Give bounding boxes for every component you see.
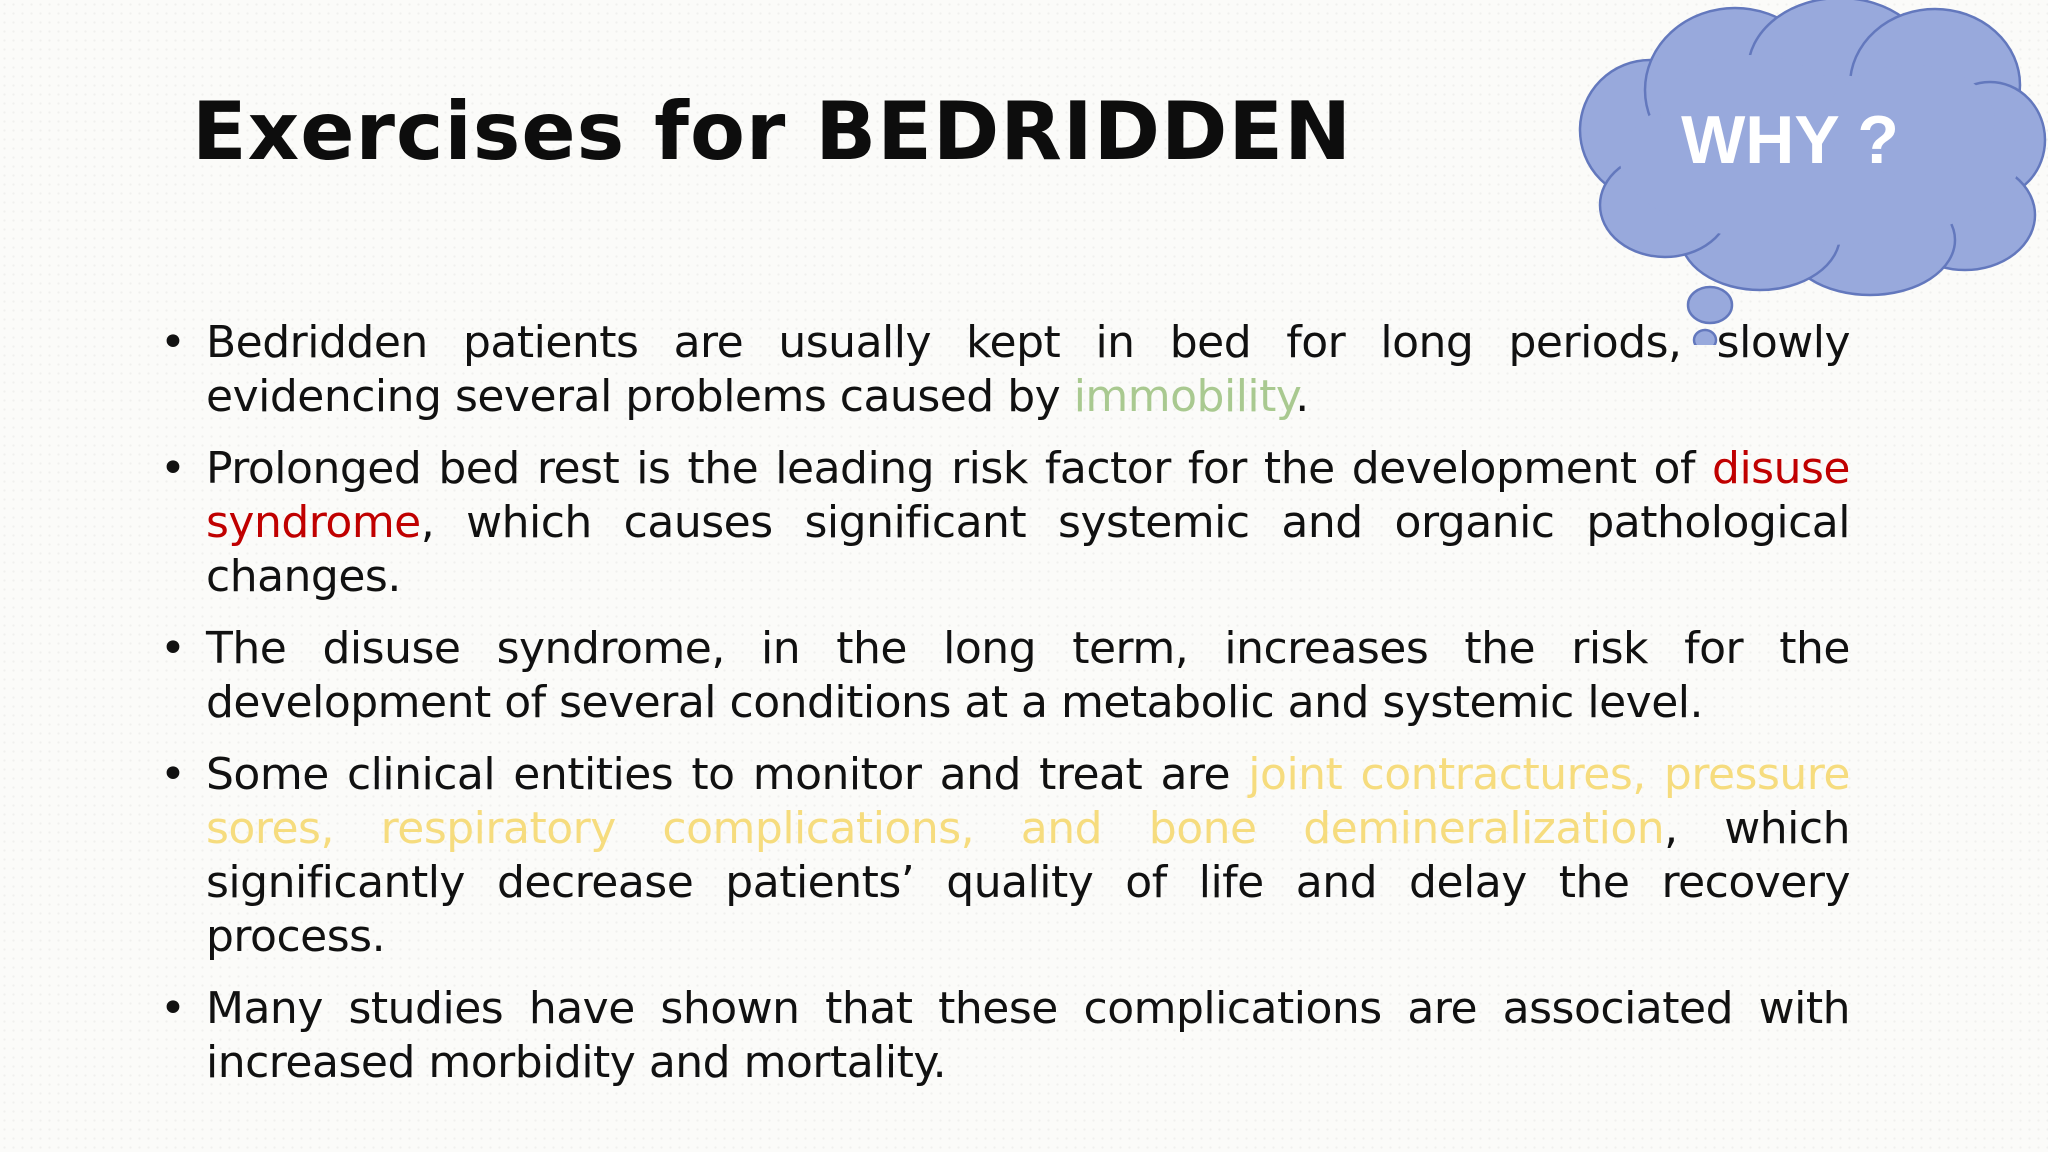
bullet-1-text: Bedridden patients are usually kept in bed for long periods, slowly evidencing several problems caused by <box>206 317 1850 422</box>
bullet-4-tail: , which significantly decrease patients’ quality of life and delay the recovery process. <box>206 803 1850 962</box>
bullet-immobility <box>160 316 1850 424</box>
highlight-disuse-syndrome: disuse syndrome <box>206 443 1850 548</box>
why-label: WHY ? <box>1681 102 1899 178</box>
highlight-complications: joint contractures, pressure sores, respiratory complications, and bone demineralization <box>206 749 1850 854</box>
bullet-4-text: Some clinical entities to monitor and treat are <box>206 749 1249 800</box>
bullet-list <box>160 316 1850 1108</box>
bullet-5-text: Many studies have shown that these complications are associated with increased morbidity and mortality. <box>206 983 1850 1088</box>
bullet-2-text: Prolonged bed rest is the leading risk factor for the development of <box>206 443 1713 494</box>
bullet-morbidity <box>160 982 1850 1090</box>
bullet-3-text: The disuse syndrome, in the long term, increases the risk for the development of several conditions at a metabolic and systemic level. <box>206 623 1850 728</box>
highlight-immobility: immobility <box>1073 371 1296 422</box>
bullet-disuse-syndrome <box>160 442 1850 604</box>
slide-title: Exercises for BEDRIDDEN <box>192 85 1353 178</box>
bullet-clinical-entities <box>160 748 1850 964</box>
bullet-1-tail: . <box>1295 371 1309 422</box>
bullet-long-term-risk <box>160 622 1850 730</box>
bullet-2-tail: , which causes significant systemic and organic pathological changes. <box>206 497 1850 602</box>
